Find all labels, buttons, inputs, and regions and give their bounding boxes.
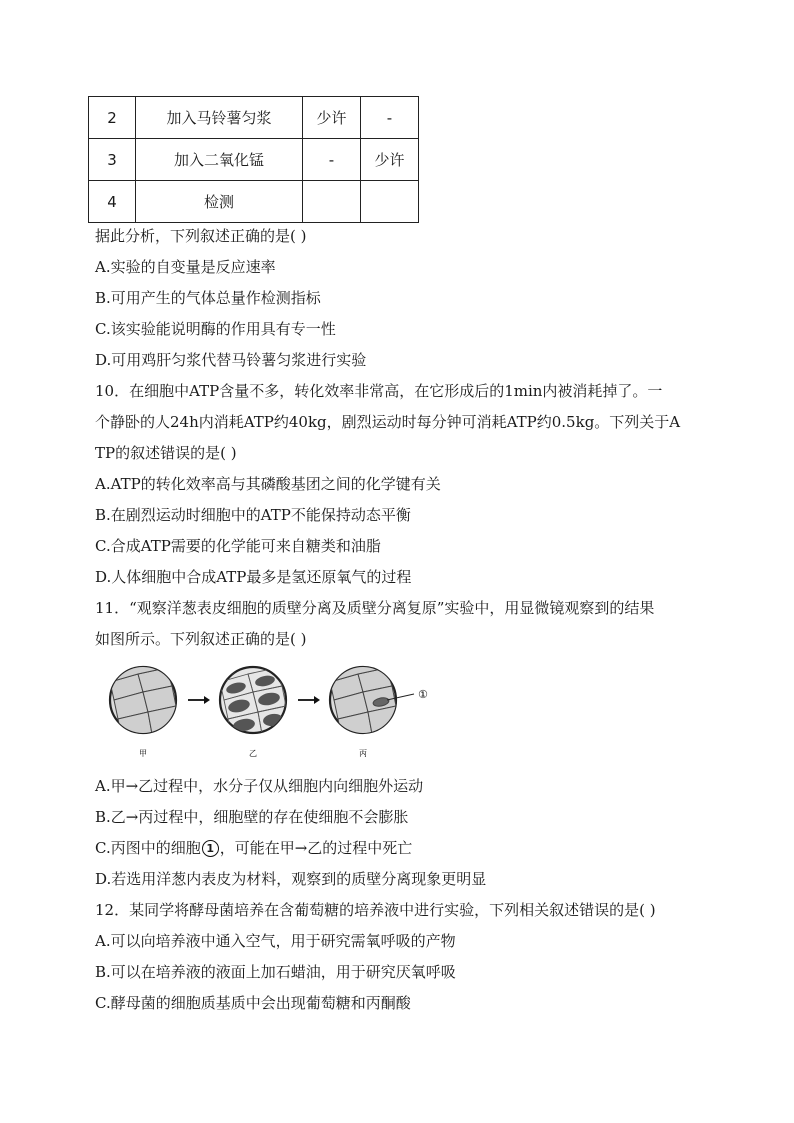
q9-option-c: C.该实验能说明酶的作用具有专一性 — [95, 320, 336, 338]
q10-option-a: A.ATP的转化效率高与其磷酸基团之间的化学键有关 — [95, 475, 441, 493]
q11-option-c — [95, 838, 412, 858]
table-cell: - — [361, 97, 419, 139]
table-cell: 4 — [89, 181, 136, 223]
q12-option-a: A.可以向培养液中通入空气，用于研究需氧呼吸的产物 — [95, 932, 456, 950]
cell-view-bing — [328, 664, 414, 738]
arrow-icon — [188, 696, 210, 704]
table-cell: 3 — [89, 139, 136, 181]
experiment-table — [88, 96, 419, 223]
q11-option-c-pre: C.丙图中的细胞 — [95, 839, 201, 857]
q9-option-d: D.可用鸡肝匀浆代替马铃薯匀浆进行实验 — [95, 351, 367, 369]
cell-view-jia — [108, 664, 178, 738]
table-cell — [361, 181, 419, 223]
q10-stem-line3: TP的叙述错误的是( ) — [95, 444, 237, 462]
table-cell: 少许 — [303, 97, 361, 139]
q11-option-d: D.若选用洋葱内表皮为材料，观察到的质壁分离现象更明显 — [95, 870, 487, 888]
q12-option-b: B.可以在培养液的液面上加石蜡油，用于研究厌氧呼吸 — [95, 963, 456, 981]
table-cell: 检测 — [136, 181, 303, 223]
q11-option-c-post: ，可能在甲→乙的过程中死亡 — [219, 839, 413, 857]
cell-view-yi — [219, 666, 288, 738]
q12-stem: 12．某同学将酵母菌培养在含葡萄糖的培养液中进行实验，下列相关叙述错误的是( ) — [95, 901, 656, 919]
figure-label-yi: 乙 — [249, 749, 257, 758]
table-cell: 2 — [89, 97, 136, 139]
q10-option-b: B.在剧烈运动时细胞中的ATP不能保持动态平衡 — [95, 506, 411, 524]
table-row — [89, 181, 419, 223]
table-cell: - — [303, 139, 361, 181]
q10-stem-line2: 个静卧的人24h内消耗ATP约40kg，剧烈运动时每分钟可消耗ATP约0.5kg。下列关于A — [95, 413, 681, 431]
table-row — [89, 97, 419, 139]
table-cell: 加入二氧化锰 — [136, 139, 303, 181]
q11-option-a: A.甲→乙过程中，水分子仅从细胞内向细胞外运动 — [95, 777, 424, 795]
q9-option-a: A.实验的自变量是反应速率 — [95, 258, 276, 276]
q10-option-d: D.人体细胞中合成ATP最多是氢还原氧气的过程 — [95, 568, 412, 586]
table-cell: 加入马铃薯匀浆 — [136, 97, 303, 139]
q12-option-c: C.酵母菌的细胞质基质中会出现葡萄糖和丙酮酸 — [95, 994, 411, 1012]
q9-stem: 据此分析，下列叙述正确的是( ) — [95, 227, 307, 245]
q11-option-b: B.乙→丙过程中，细胞壁的存在使细胞不会膨胀 — [95, 808, 409, 826]
q11-stem-line2: 如图所示。下列叙述正确的是( ) — [95, 630, 307, 648]
figure-label-bing: 丙 — [359, 749, 367, 758]
q10-stem-line1: 10．在细胞中ATP含量不多，转化效率非常高，在它形成后的1min内被消耗掉了。一 — [95, 382, 663, 400]
table-cell — [303, 181, 361, 223]
circled-number: 1 — [202, 840, 219, 857]
q10-option-c: C.合成ATP需要的化学能可来自糖类和油脂 — [95, 537, 381, 555]
plasmolysis-figure — [108, 664, 438, 764]
figure-label-jia: 甲 — [139, 749, 147, 758]
table-cell: 少许 — [361, 139, 419, 181]
figure-marker: ① — [418, 688, 428, 701]
arrow-icon — [298, 696, 320, 704]
table-row — [89, 139, 419, 181]
q11-stem-line1: 11．“观察洋葱表皮细胞的质壁分离及质壁分离复原”实验中，用显微镜观察到的结果 — [95, 599, 655, 617]
q9-option-b: B.可用产生的气体总量作检测指标 — [95, 289, 321, 307]
